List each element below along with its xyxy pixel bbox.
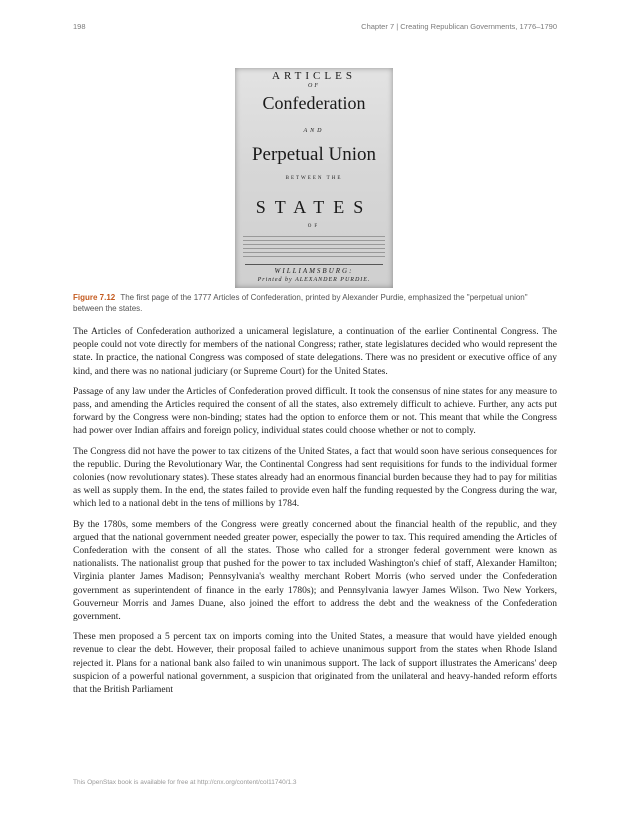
image-title-line-perpetual-union: Perpetual Union xyxy=(251,144,376,165)
image-title-line-articles: ARTICLES xyxy=(272,70,356,82)
paragraph: The Congress did not have the power to tax citizens of the United States, a fact that would soon have serious consequences for the republic. During the Revolutionary War, the Continental Congress had sent requisitions for funds to the individual former colonies (now revolutionary states). These states already had an enormous financial burden because they had to pay for militias as well as supply them. In the end, the states failed to provide even half the funding requested by the Congress during the war, which led to a national debt in the tens of millions by 1784. xyxy=(73,446,557,510)
image-imprint-printer: Printed by ALEXANDER PURDIE. xyxy=(257,277,371,283)
page-footer: This OpenStax book is available for free at http://cnx.org/content/col11740/1.3 xyxy=(73,779,297,786)
image-title-line-confederation: Confederation xyxy=(262,93,366,113)
image-title-line-states: STATES xyxy=(255,197,373,217)
figure-caption xyxy=(73,293,557,314)
paragraph: The Articles of Confederation authorized a unicameral legislature, a continuation of the earlier Continental Congress. The people could not vote directly for members of the national Congress; rather, state legislatures decided who would represent the state. In practice, the national Congress was composed of state delegations. There was no president or executive office of any kind, and there was no national judiciary (or Supreme Court) for the United States. xyxy=(73,327,557,377)
image-title-line-and: AND xyxy=(303,128,325,134)
image-fine-print xyxy=(243,236,385,258)
chapter-title: Chapter 7 | Creating Republican Governments, 1776–1790 xyxy=(361,22,557,31)
paragraph: Passage of any law under the Articles of Confederation proved difficult. It took the consensus of nine states for any measure to pass, and amending the Articles required the consent of all the states, also extremely difficult to achieve. Further, any acts put forward by the Congress were non-binding; states had the option to enforce them or not. This meant that while the Congress had power over Indian affairs and foreign policy, individual states could choose whether or not to comply. xyxy=(73,386,557,437)
image-title-line-of-2: OF xyxy=(307,224,321,229)
body-text xyxy=(73,326,557,704)
image-rule xyxy=(245,264,383,265)
figure-caption-text: The first page of the 1777 Articles of Confederation, printed by Alexander Purdie, emphasized the "perpetual union" between the states. xyxy=(73,293,528,313)
image-title-line-of: OF xyxy=(308,83,320,89)
figure-label: Figure 7.12 xyxy=(73,293,116,302)
paragraph: These men proposed a 5 percent tax on imports coming into the United States, a measure that would have yielded enough revenue to clear the debt. However, their proposal failed to achieve unanimous support from the states when Rhode Island rejected it. Plans for a national bank also failed to win unanimous support. The lack of support illustrates the Americans' deep suspicion of a powerful national government, a suspicion that originated from the unilateral and heavy-handed reform efforts that the British Parliament xyxy=(73,632,557,696)
image-title-line-between: BETWEEN THE xyxy=(285,176,343,181)
page-number: 198 xyxy=(73,22,86,31)
image-imprint-place: WILLIAMSBURG: xyxy=(274,267,354,275)
articles-of-confederation-image xyxy=(235,68,393,288)
paragraph: By the 1780s, some members of the Congress were greatly concerned about the financial health of the republic, and they argued that the national government needed greater power, especially the power to tax. This required amending the Articles of Confederation with the consent of all the states. Those who called for a stronger federal government were known as nationalists. The nationalist group that pushed for the power to tax included Washington's chief of staff, Alexander Hamilton; Virginia planter James Madison; Pennsylvania's wealthy merchant Robert Morris (who served under the Confederation government as superintendent of finance in the early 1780s); and Pennsylvania lawyer James Wilson. Two New Yorkers, Gouverneur Morris and James Duane, also joined the effort to address the debt and the weakness of the Confederation government. xyxy=(73,519,557,623)
